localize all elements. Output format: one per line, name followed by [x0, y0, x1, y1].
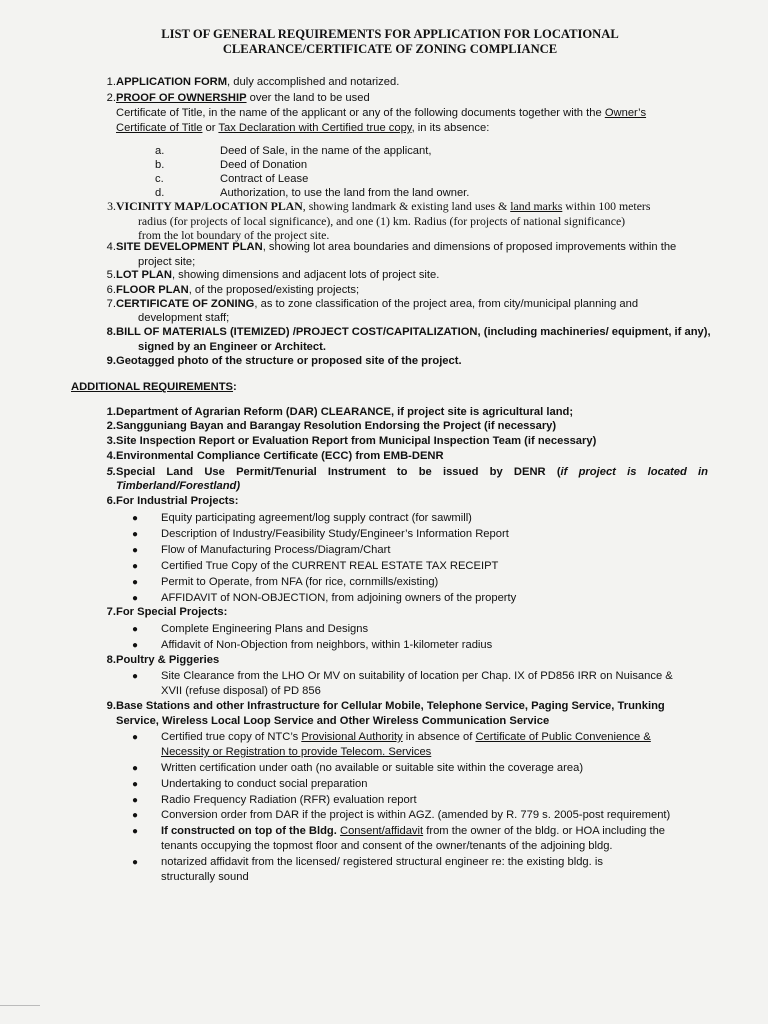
- site-plan-line-2: project site;: [138, 256, 196, 268]
- poultry-line-2: XVII (refuse disposal) of PD 856: [161, 685, 321, 697]
- bullet-icon: ●: [132, 795, 139, 806]
- bullet-icon: ●: [132, 577, 139, 588]
- vicinity-map-line-3: from the lot boundary of the project site.: [138, 228, 330, 242]
- ownership-description: Certificate of Title, in the name of the applicant or any of the following documents together with the Owner’s: [116, 107, 647, 119]
- bullet-icon: ●: [132, 593, 139, 604]
- bullet-icon: ●: [132, 545, 139, 556]
- ntc-line-2: Necessity or Registration to provide Telecom. Services: [161, 746, 432, 758]
- additional-requirements-heading: ADDITIONAL REQUIREMENTS:: [71, 381, 237, 393]
- structural-line-2: structurally sound: [161, 871, 249, 883]
- bullet-icon: ●: [132, 671, 139, 682]
- materials-line-2: signed by an Engineer or Architect.: [138, 341, 326, 353]
- vicinity-map-line-2: radius (for projects of local significance), and one (1) km. Radius (for projects of national significance): [138, 214, 626, 228]
- zoning-line-2: development staff;: [138, 312, 230, 324]
- bullet-icon: ●: [132, 624, 139, 635]
- base-stations-line-2: Service, Wireless Local Loop Service and Other Wireless Communication Service: [116, 715, 550, 727]
- bullet-icon: ●: [132, 779, 139, 790]
- document-page: LIST OF GENERAL REQUIREMENTS FOR APPLICATION FOR LOCATIONAL CLEARANCE/CERTIFICATE OF ZONING COMPLIANCE 1. APPLICATION FORM, duly accomplished and notarized. 2. PROOF OF OWNERSHIP over the land to be used Certificate of Title, in the name of the applicant or any of the following documents together with the Owner’s Certificate of Title or Tax Declaration with Certified true copy, in its absence: a. Deed of Sale, in the name of the applicant, b. Deed of Donation c. Contract of Lease d. Authorization, to use the land from the land owner. 3. VICINITY MAP/LOCATION PLAN, showing landmark & existing land uses & land marks within 100 meters radius (for projects of local significance), and one (1) km. Radius (for projects of national significance) from the lot boundary of the project site. 4. SITE DEVELOPMENT PLAN, showing lot area boundaries and dimensions of proposed improvements within the project site; 5. LOT PLAN, showing dimensions and adjacent lots of project site. 6. FLOOR PLAN, of the proposed/existing projects; 7. CERTIFICATE OF ZONING, as to zone classification of the project area, from city/municipal planning and development staff; 8. BILL OF MATERIALS (ITEMIZED) /PROJECT COST/CAPITALIZATION, (including machineries/ equipment, if any), signed by an Engineer or Architect. 9. Geotagged photo of the structure or proposed site of the project. ADDITIONAL REQUIREMENTS: 1. Department of Agrarian Reform (DAR) CLEARANCE, if project site is agricultural land; 2. Sangguniang Bayan and Barangay Resolution Endorsing the Project (if necessary) 3. Site Inspection Report or Evaluation Report from Municipal Inspection Team (if necessary) 4. Environmental Compliance Certificate (ECC) from EMB-DENR 5. Special Land Use Permit/Tenurial Instrument to be issued by DENR (if project is located in Timberland/Forestland) 6. For Industrial Projects: ● Equity participating agreement/log supply contract (for sawmill) ● Description of Industry/Feasibility Study/Engineer’s Information Report ● Flow of Manufacturing Process/Diagram/Chart ● Certified True Copy of the CURRENT REAL ESTATE TAX RECEIPT ● Permit to Operate, from NFA (for rice, cornmills/existing) ● AFFIDAVIT of NON-OBJECTION, from adjoining owners of the property 7. For Special Projects: ● Complete Engineering Plans and Designs ● Affidavit of Non-Objection from neighbors, within 1-kilometer radius 8. Poultry & Piggeries ● Site Clearance from the LHO Or MV on suitability of location per Chap. IX of PD856 IRR on Nuisance & XVII (refuse disposal) of PD 856 9. Base Stations and other Infrastructure for Cellular Mobile, Telephone Service, Paging Service, Trunking Service, Wireless Local Loop Service and Other Wireless Communication Service ● Certified true copy of NTC’s Provisional Authority in absence of Certificate of Public Convenience & Necessity or Registration to provide Telecom. Services ● Written certification under oath (no available or suitable site within the coverage area) ● Undertaking to conduct social preparation ● Radio Frequency Radiation (RFR) evaluation report ● Conversion order from DAR if the project is within AGZ. (amended by R. 779 s. 2005-post requirement) ● If constructed on top of the Bldg. Consent/affidavit from the owner of the bldg. or HOA including the tenants occupying the topmost floor and consent of the owner/tenants of the adjoining bldg. ● notarized affidavit from the licensed/ registered structural engineer re: the existing bldg. is structurally sound: [0, 0, 768, 1024]
- bullet-icon: ●: [132, 763, 139, 774]
- ownership-sub-c: c. Contract of Lease: [155, 173, 309, 185]
- scan-edge-mark: [0, 1005, 40, 1006]
- bullet-icon: ●: [132, 732, 139, 743]
- document-title: LIST OF GENERAL REQUIREMENTS FOR APPLICATION FOR LOCATIONAL CLEARANCE/CERTIFICATE OF ZONING COMPLIANCE: [161, 27, 619, 56]
- ownership-sub-b: b. Deed of Donation: [155, 159, 308, 171]
- bullet-icon: ●: [132, 561, 139, 572]
- bullet-icon: ●: [132, 810, 139, 821]
- denr-permit-line-2: Timberland/Forestland): [116, 480, 241, 492]
- bullet-icon: ●: [132, 513, 139, 524]
- ownership-sub-a: a. Deed of Sale, in the name of the applicant,: [155, 145, 432, 157]
- ownership-description-cont: Certificate of Title or Tax Declaration with Certified true copy, in its absence:: [116, 122, 490, 134]
- bldg-consent-line-2: tenants occupying the topmost floor and consent of the owner/tenants of the adjoining bldg.: [161, 840, 613, 852]
- bullet-icon: ●: [132, 640, 139, 651]
- bullet-icon: ●: [132, 857, 139, 868]
- ownership-sub-d: d. Authorization, to use the land from the land owner.: [155, 187, 470, 199]
- bullet-icon: ●: [132, 826, 139, 837]
- bullet-icon: ●: [132, 529, 139, 540]
